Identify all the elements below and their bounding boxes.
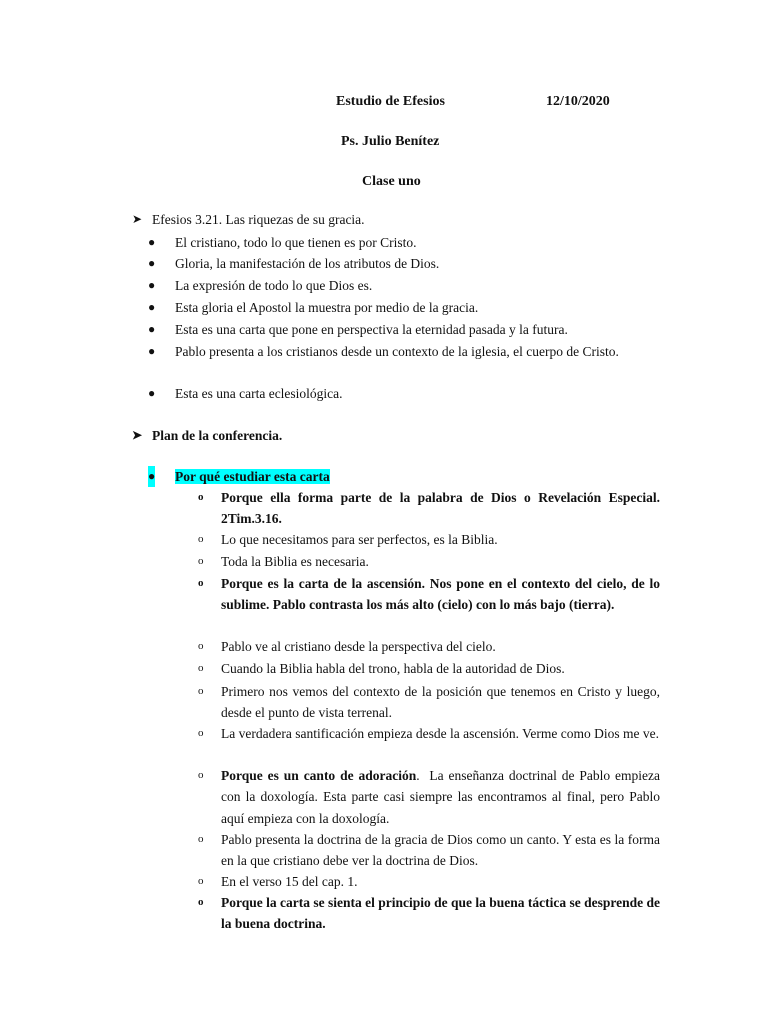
circle-bullet-icon: o — [198, 896, 204, 908]
bullet-icon: ● — [148, 300, 156, 314]
bullet-icon: ● — [148, 235, 156, 249]
circle-bullet-icon: o — [198, 491, 204, 503]
list-item: ● Esta es una carta que pone en perspectiva la eternidad pasada y la futura. — [148, 319, 660, 340]
document-date: 12/10/2020 — [546, 94, 610, 109]
sub-list-item: o Cuando la Biblia habla del trono, habla de la autoridad de Dios. — [198, 658, 660, 679]
circle-bullet-icon: o — [198, 577, 204, 589]
class-title: Clase uno — [362, 174, 421, 189]
list-item: ● Pablo presenta a los cristianos desde un contexto de la iglesia, el cuerpo de Cristo. — [148, 341, 660, 362]
sub-list-item: o Pablo ve al cristiano desde la perspectiva del cielo. — [198, 636, 660, 657]
sub-list-item: o Porque ella forma parte de la palabra de Dios o Revelación Especial. 2Tim.3.16. — [198, 487, 660, 530]
circle-bullet-icon: o — [198, 833, 204, 845]
sub-list-item: o Porque la carta se sienta el principio de que la buena táctica se desprende de la buena doctrina. — [198, 892, 660, 935]
arrow-bullet-icon: ➤ — [132, 428, 143, 442]
circle-bullet-icon: o — [198, 555, 204, 567]
document-page: Estudio de Efesios 12/10/2020 Ps. Julio Benítez Clase uno ➤ Efesios 3.21. Las riquezas de su gracia. ● El cristiano, todo lo que tienen es por Cristo. ● Gloria, la manifestación de los atributos de Dios. ● La expresión de todo lo que Dios es. ● Esta gloria el Apostol la muestra por medio de la gracia. ● Esta es una carta que pone en perspectiva la eternidad pasada y la futura. ● Pablo presenta a los cristianos desde un contexto de la iglesia, el cuerpo de Cristo. ● Esta es una carta eclesiológica. ➤ Plan de la conferencia. ● Por qué estudiar esta carta o Porque ella forma parte de la palabra de Dios o Revelación Especial. 2Tim.3.16. o Lo que necesitamos para ser perfectos, es la Biblia. o Toda la Biblia es necesaria. o Porque es la carta de la ascensión. Nos pone en el contexto del cielo, de lo sublime. Pablo contrasta los más alto (cielo) con lo más bajo (tierra). o Pablo ve al cristiano desde la perspectiva del cielo. o Cuando la Biblia habla del trono, habla de la autoridad de Dios. o Primero nos vemos del contexto de la posición que tenemos en Cristo y luego, desde el punto de vista terrenal. o La verdadera santificación empieza desde la ascensión. Verme como Dios me ve. o Porque es un canto de adoración. La enseñanza doctrinal de Pablo empieza con la doxología. Esta parte casi siempre las encontramos al final, pero Pablo aquí empieza con la doxología. o Pablo presenta la doctrina de la gracia de Dios como un canto. Y esta es la forma en la que cristiano debe ver la doctrina de Dios. o En el verso 15 del cap. 1. o Porque la carta se sienta el principio de que la buena táctica se desprende de la buena doctrina. — [0, 0, 768, 1024]
sub-list-item: o Toda la Biblia es necesaria. — [198, 551, 660, 572]
bullet-icon: ● — [148, 322, 156, 336]
bullet-icon: ● — [148, 256, 156, 270]
circle-bullet-icon: o — [198, 640, 204, 652]
sub-list-item: o Porque es un canto de adoración. La enseñanza doctrinal de Pablo empieza con la doxología. Esta parte casi siempre las encontramos al final, pero Pablo aquí empieza con la doxología. — [198, 765, 660, 829]
list-item: ● Gloria, la manifestación de los atributos de Dios. — [148, 253, 660, 274]
bullet-icon: ● — [148, 278, 156, 292]
bullet-icon: ● — [148, 466, 155, 487]
circle-bullet-icon: o — [198, 769, 204, 781]
list-item: ● El cristiano, todo lo que tienen es por Cristo. — [148, 232, 660, 253]
sub-list-item: o En el verso 15 del cap. 1. — [198, 871, 660, 892]
pastor-name: Ps. Julio Benítez — [341, 134, 440, 149]
circle-bullet-icon: o — [198, 727, 204, 739]
sub-list-item: o La verdadera santificación empieza desde la ascensión. Verme como Dios me ve. — [198, 723, 660, 744]
sub-list-item: o Porque es la carta de la ascensión. Nos pone en el contexto del cielo, de lo sublime. Pablo contrasta los más alto (cielo) con lo más bajo (tierra). — [198, 573, 660, 616]
sub-list-item: o Lo que necesitamos para ser perfectos, es la Biblia. — [198, 529, 660, 550]
document-title: Estudio de Efesios — [336, 94, 445, 109]
arrow-bullet-icon: ➤ — [132, 212, 143, 226]
bullet-icon: ● — [148, 344, 156, 358]
circle-bullet-icon: o — [198, 533, 204, 545]
sub-list-item: o Primero nos vemos del contexto de la posición que tenemos en Cristo y luego, desde el punto de vista terrenal. — [198, 681, 660, 724]
sub-list-item: o Pablo presenta la doctrina de la gracia de Dios como un canto. Y esta es la forma en la que cristiano debe ver la doctrina de Dios. — [198, 829, 660, 872]
highlighted-list-item: ● Por qué estudiar esta carta — [148, 466, 660, 487]
bullet-icon: ● — [148, 386, 156, 400]
list-item: ● Esta gloria el Apostol la muestra por medio de la gracia. — [148, 297, 660, 318]
circle-bullet-icon: o — [198, 662, 204, 674]
list-item: ● Esta es una carta eclesiológica. — [148, 383, 660, 404]
circle-bullet-icon: o — [198, 875, 204, 887]
list-item: ● La expresión de todo lo que Dios es. — [148, 275, 660, 296]
circle-bullet-icon: o — [198, 685, 204, 697]
